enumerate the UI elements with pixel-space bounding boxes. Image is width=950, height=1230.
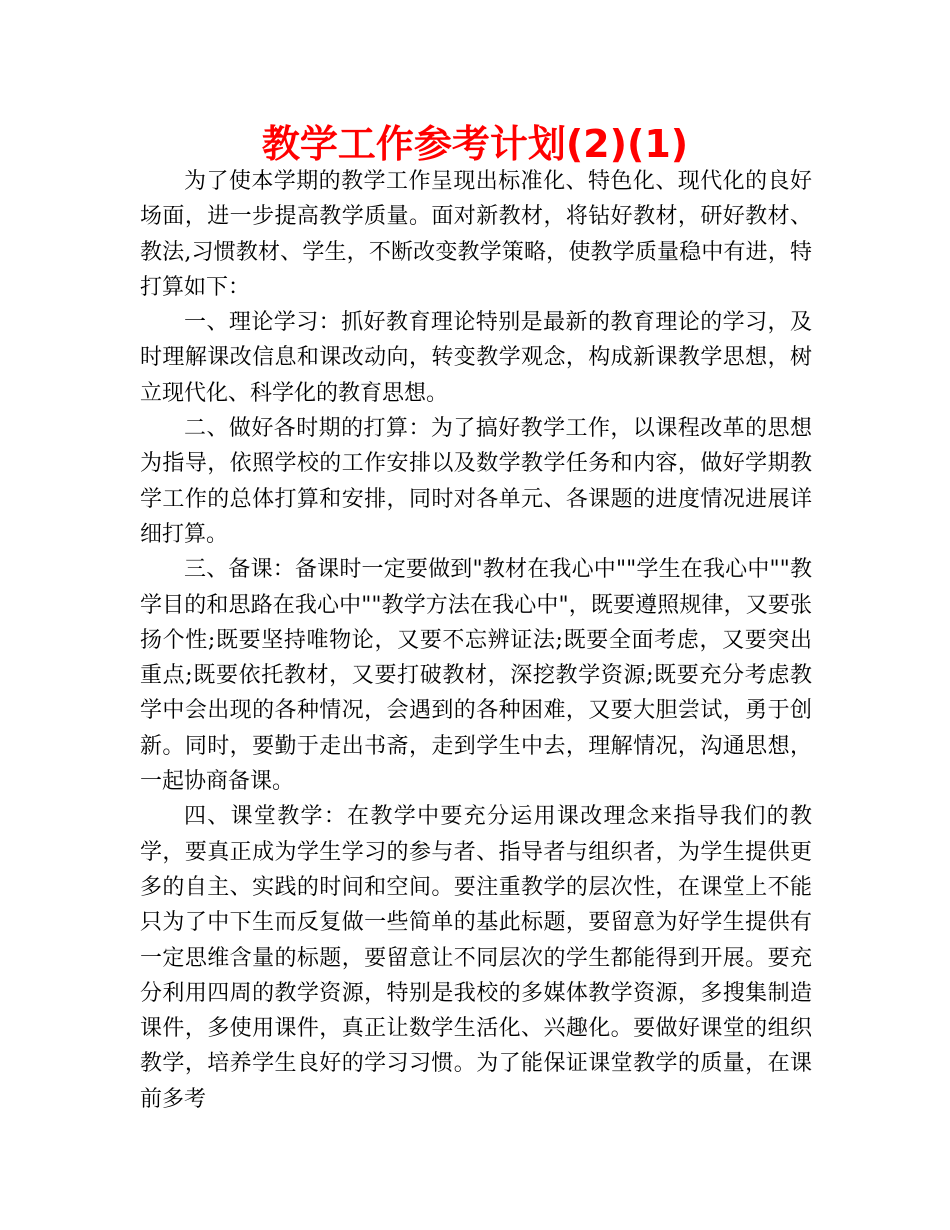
paragraph-theory-study: 一、理论学习：抓好教育理论特别是最新的教育理论的学习，及时理解课改信息和课改动向，转变教学观念，构成新课教学思想，树立现代化、科学化的教育思想。	[140, 310, 812, 406]
document-title: 教学工作参考计划(2)(1)	[261, 122, 689, 166]
paragraph-intro: 为了使本学期的教学工作呈现出标准化、特色化、现代化的良好场面，进一步提高教学质量。面对新教材，将钻好教材，研好教材、教法,习惯教材、学生，不断改变教学策略，使教学质量稳中有进，特打算如下：	[140, 169, 812, 300]
paragraph-lesson-preparation: 三、备课：备课时一定要做到"教材在我心中""学生在我心中""教学目的和思路在我心中""教学方法在我心中"，既要遵照规律，又要张扬个性;既要坚持唯物论，又要不忘辨证法;既要全面考虑，又要突出重点;既要依托教材，又要打破教材，深挖教学资源;既要充分考虑教学中会出现的各种情况，会遇到的各种困难，又要大胆尝试，勇于创新。同时，要勤于走出书斋，走到学生中去，理解情况，沟通思想，一起协商备课。	[140, 557, 812, 795]
paragraph-period-planning: 二、做好各时期的打算：为了搞好教学工作，以课程改革的思想为指导，依照学校的工作安排以及数学教学任务和内容，做好学期教学工作的总体打算和安排，同时对各单元、各课题的进度情况进展详细打算。	[140, 416, 812, 547]
paragraph-classroom-teaching: 四、课堂教学：在教学中要充分运用课改理念来指导我们的教学，要真正成为学生学习的参与者、指导者与组织者，为学生提供更多的自主、实践的时间和空间。要注重教学的层次性，在课堂上不能只为了中下生而反复做一些简单的基此标题，要留意为好学生提供有一定思维含量的标题，要留意让不同层次的学生都能得到开展。要充分利用四周的教学资源，特别是我校的多媒体教学资源，多搜集制造课件，多使用课件，真正让数学生活化、兴趣化。要做好课堂的组织教学，培养学生良好的学习习惯。为了能保证课堂教学的质量，在课前多考	[140, 804, 812, 1112]
document-body	[140, 164, 812, 1117]
